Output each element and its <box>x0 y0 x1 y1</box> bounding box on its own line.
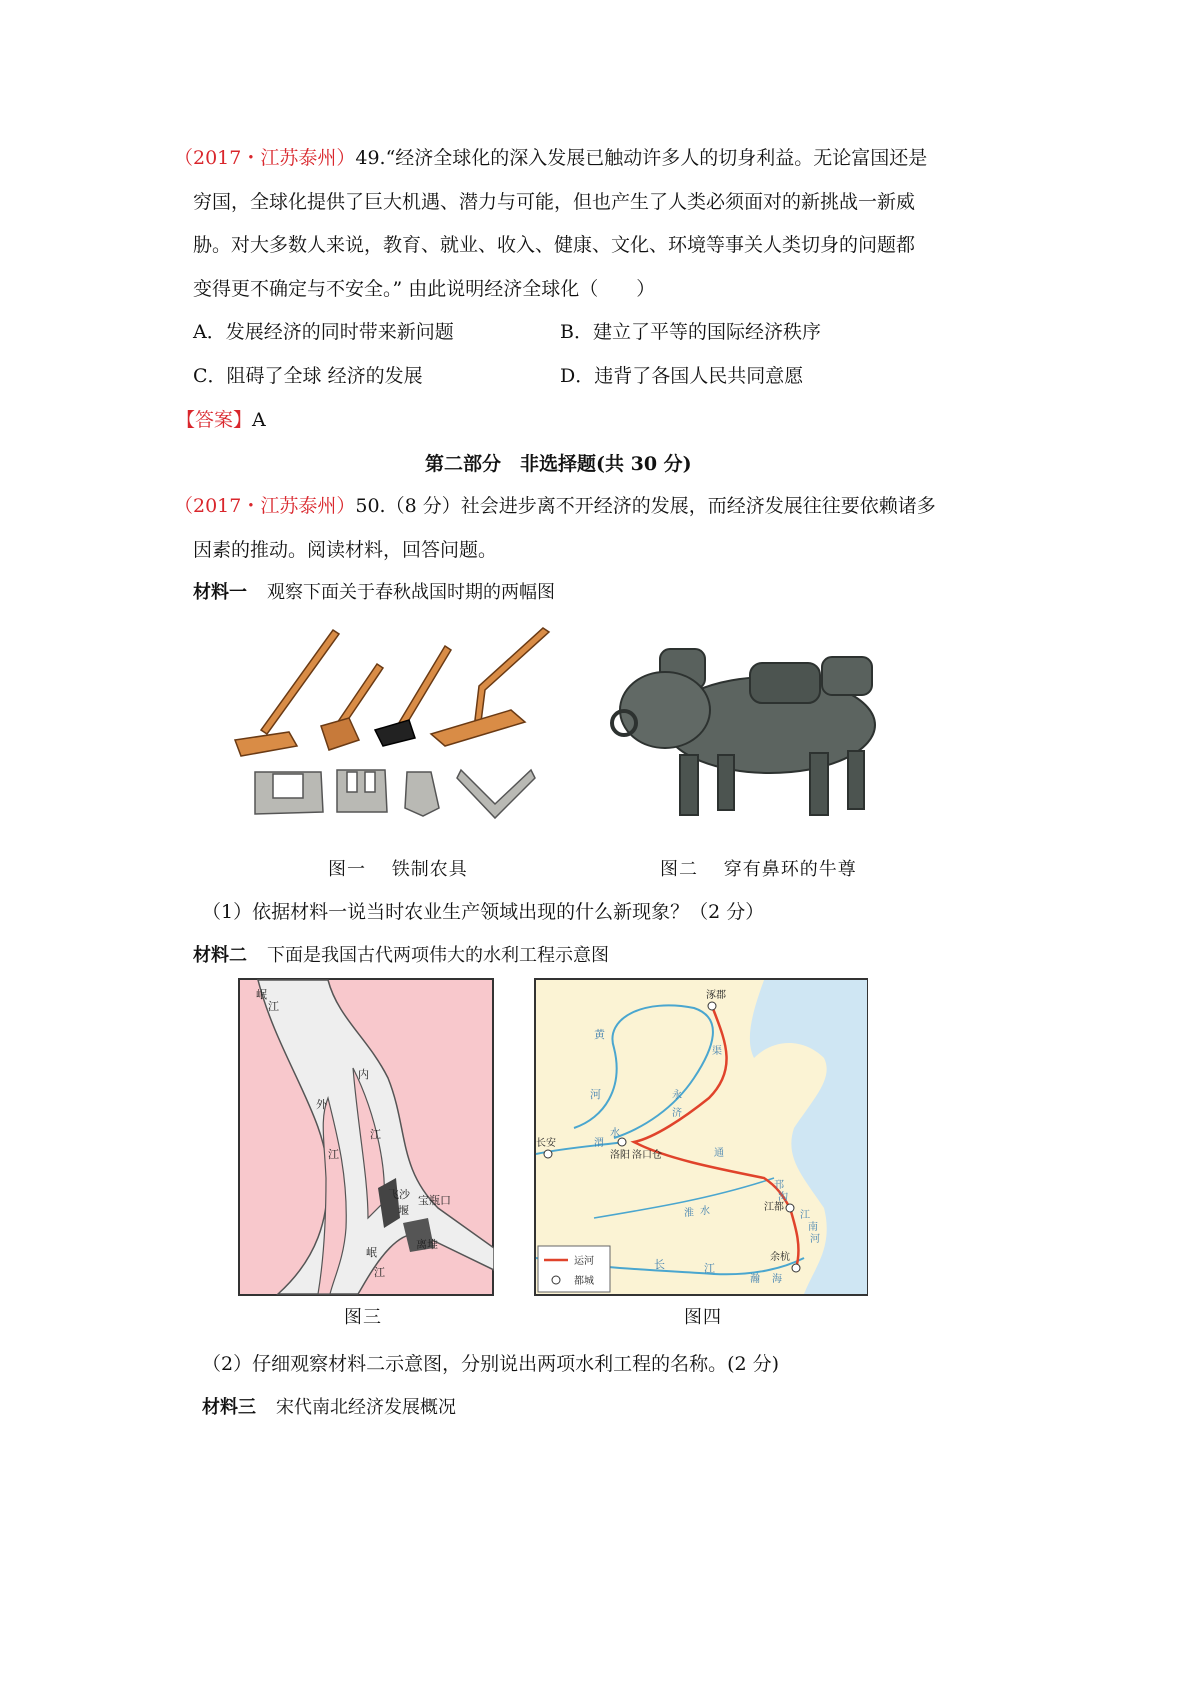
legend-capital-swatch <box>552 1276 560 1284</box>
material-3-text: 宋代南北经济发展概况 <box>276 1397 456 1418</box>
material-2 <box>193 944 609 968</box>
map4-label-shui2: 水 <box>700 1206 710 1217</box>
map4-label-yong: 永 <box>672 1090 682 1101</box>
tool-axe <box>321 664 383 750</box>
map3-label-yan: 堰 <box>398 1204 409 1217</box>
map4-label-tong: 通 <box>714 1148 724 1159</box>
q49-option-a: A．发展经济的同时带来新问题 <box>193 321 454 343</box>
map4-legend <box>538 1246 610 1292</box>
q49-stem-1: 49.“经济全球化的深入发展已触动许多人的切身利益。无论富国还是 <box>355 147 928 169</box>
q49-option-d: D．违背了各国人民共同意愿 <box>560 365 804 387</box>
q49-source: （2017・江苏泰州） <box>174 147 356 169</box>
map3-label-jiang-nei: 江 <box>370 1128 381 1141</box>
map4-label-huang: 黄 <box>594 1028 605 1041</box>
fig4-caption: 图四 <box>684 1307 722 1328</box>
ox-body <box>612 649 875 815</box>
map4-label-jiangdu: 江都 <box>764 1202 784 1213</box>
material-3 <box>202 1396 456 1420</box>
map-dujiangyan <box>238 978 494 1296</box>
tool-plough <box>431 628 549 746</box>
map3-label-lidui: 离堆 <box>416 1238 438 1251</box>
map4-city-zhuojun <box>708 1002 716 1010</box>
section-title: 第二部分 非选择题(共 30 分) <box>425 453 692 475</box>
map4-label-he: 河 <box>590 1088 601 1101</box>
map4-city-changan <box>544 1150 552 1158</box>
material-2-label: 材料二 <box>193 945 247 966</box>
map4-city-jiangdu <box>786 1204 794 1212</box>
q50-stem-2: 因素的推动。阅读材料，回答问题。 <box>193 539 498 561</box>
map4-label-weishui: 水 <box>610 1128 620 1139</box>
map4-label-yunhe: 河 <box>810 1234 820 1245</box>
map4-label-huai: 淮 <box>684 1208 694 1219</box>
sub-question-2: （2）仔细观察材料二示意图，分别说出两项水利工程的名称。(2 分) <box>202 1353 780 1375</box>
map4-label-changan: 长安 <box>536 1138 556 1149</box>
legend-capital-label: 都城 <box>574 1276 594 1287</box>
q49-option-b: B．建立了平等的国际经济秩序 <box>560 321 821 343</box>
map-grand-canal <box>534 978 868 1296</box>
material-3-label: 材料三 <box>202 1397 256 1418</box>
tool-hoe-1 <box>235 630 339 756</box>
material-2-text: 下面是我国古代两项伟大的水利工程示意图 <box>267 945 609 966</box>
sub-question-1: （1）依据材料一说当时农业生产领域出现的什么新现象？（2 分） <box>202 901 765 923</box>
material-1-text: 观察下面关于春秋战国时期的两幅图 <box>267 582 555 603</box>
q49-option-c: C．阻碍了全球 经济的发展 <box>193 365 423 387</box>
map4-label-yuhang: 余杭 <box>770 1252 790 1263</box>
map4-label-ju: 渠 <box>712 1046 722 1057</box>
legend-canal-label: 运河 <box>574 1256 594 1267</box>
map3-label-jiang-wai: 江 <box>328 1148 339 1161</box>
map4-label-han: 邗 <box>774 1180 784 1191</box>
q50-stem-1: 50.（8 分）社会进步离不开经济的发展，而经济发展往往要依赖诸多 <box>355 495 936 517</box>
answer-label: 【答案】 <box>176 409 253 431</box>
map4-label-nan: 南 <box>808 1222 818 1233</box>
map4-label-lu: 瀚 <box>750 1274 760 1285</box>
q49-answer <box>176 408 266 432</box>
q49-line-1 <box>174 146 927 170</box>
q49-stem-2: 穷国，全球化提供了巨大机遇、潜力与可能，但也产生了人类必须面对的新挑战一新威 <box>193 191 916 213</box>
map4-label-wei: 渭 <box>594 1138 604 1149</box>
iron-blades-row <box>255 770 535 818</box>
map3-label-wai: 外 <box>316 1098 327 1111</box>
fig2-caption: 图二 穿有鼻环的牛尊 <box>660 859 857 880</box>
map3-label-jiang1: 江 <box>268 1000 279 1013</box>
map3-label-baoping: 宝瓶口 <box>418 1194 451 1207</box>
map3-label-min1: 岷 <box>256 988 267 1001</box>
map4-city-luoyang <box>618 1138 626 1146</box>
map3-label-feisha: 飞沙 <box>388 1188 410 1201</box>
map4-label-ji: 济 <box>672 1108 682 1119</box>
fig1-caption: 图一 铁制农具 <box>328 859 468 880</box>
figure-ox-zun <box>600 625 900 825</box>
fig3-caption: 图三 <box>344 1307 382 1328</box>
map3-label-min2: 岷 <box>366 1246 377 1259</box>
figure-iron-tools <box>225 622 565 837</box>
map4-city-yuhang <box>792 1264 800 1272</box>
q49-stem-4: 变得更不确定与不安全。” 由此说明经济全球化（ ） <box>193 278 656 300</box>
map3-label-nei: 内 <box>358 1068 369 1081</box>
answer-value: A <box>252 409 266 431</box>
q50-source: （2017・江苏泰州） <box>174 495 356 517</box>
map4-label-zhuojun: 涿郡 <box>706 990 726 1001</box>
map4-label-chang: 长 <box>654 1258 665 1271</box>
map4-label-gou: 沟 <box>778 1192 788 1203</box>
map4-label-hai: 海 <box>772 1274 782 1285</box>
material-1 <box>193 581 555 605</box>
map3-label-jiang2: 江 <box>374 1266 385 1279</box>
map4-label-luoyang: 洛阳 <box>610 1150 630 1161</box>
map4-label-jiang: 江 <box>704 1262 715 1275</box>
material-1-label: 材料一 <box>193 582 247 603</box>
q50-line-1 <box>174 494 936 518</box>
map4-label-jiangnan: 江 <box>800 1210 810 1221</box>
q49-stem-3: 胁。对大多数人来说，教育、就业、收入、健康、文化、环境等事关人类切身的问题都 <box>193 234 916 256</box>
map4-label-luokoucang: 洛口仓 <box>632 1150 662 1161</box>
